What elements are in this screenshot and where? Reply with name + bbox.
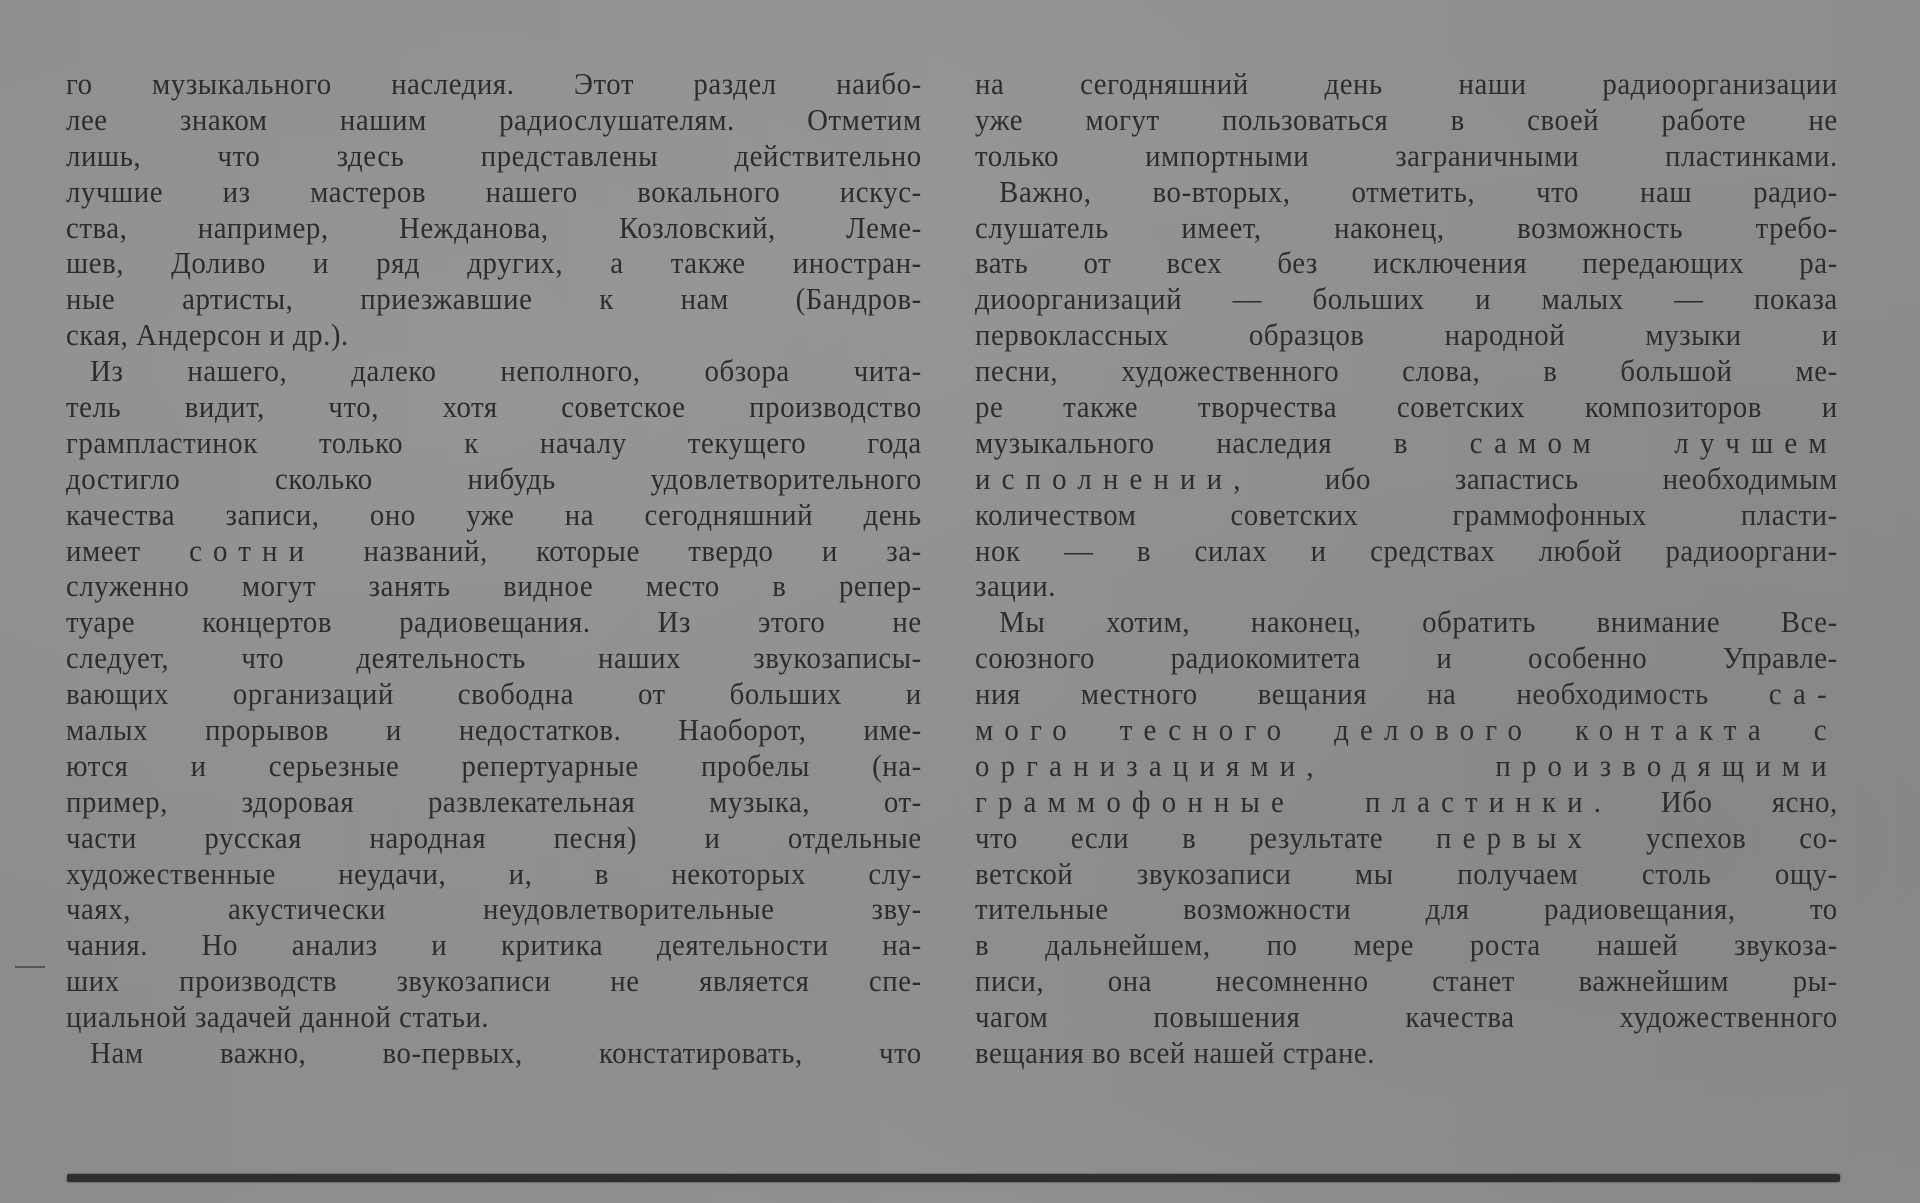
spaced-emphasis-text: мого тесного делового контакта с (975, 712, 1838, 748)
text-line: слушатель имеет, наконец, возможность требо- (975, 209, 1838, 245)
text-line: вещания во всей нашей стране. (975, 1035, 1376, 1071)
left-text-column (66, 66, 922, 1071)
spaced-emphasis-text: исполнении (975, 460, 1234, 496)
spaced-emphasis-text: сотни (189, 532, 316, 568)
text-line: ре также творчества советских композиторов и (975, 389, 1838, 425)
text-line: тель видит, что, хотя советское производство (66, 389, 922, 425)
text-line: художественные неудачи, и, в некоторых слу- (66, 855, 922, 891)
text-segment: музыкального наследия в (975, 424, 1470, 460)
text-line: малых прорывов и недостатков. Наоборот, име- (66, 712, 922, 748)
paragraph-start-line: Нам важно, во-первых, констатировать, что (90, 1035, 922, 1071)
margin-mark (15, 966, 45, 968)
text-line: достигло сколько нибудь удовлетворительного (66, 460, 922, 496)
text-segment: названий, которые твердо и за- (315, 532, 922, 568)
text-line: шев, Доливо и ряд других, а также иностран- (66, 245, 922, 281)
text-line: ства, например, Нежданова, Козловский, Леме- (66, 209, 922, 245)
text-line: служенно могут занять видное место в репер- (66, 568, 922, 604)
text-segment: успехов со- (1593, 819, 1838, 855)
text-line: количеством советских граммофонных пласти- (975, 496, 1838, 532)
text-line (975, 425, 1838, 461)
text-line: вающих организаций свободна от больших и (66, 676, 922, 712)
text-line (975, 784, 1838, 820)
text-segment: . Ибо ясно, (1593, 783, 1838, 819)
text-line: на сегодняшний день наши радиоорганизации (975, 66, 1838, 101)
text-line: пример, здоровая развлекательная музыка, от- (66, 783, 922, 819)
text-line (975, 712, 1838, 748)
text-segment: ния местного вещания на необходимость (975, 676, 1769, 712)
text-line (975, 820, 1838, 856)
text-segment: , ибо запастись необходимым (1233, 460, 1838, 496)
text-line: вать от всех без исключения передающих ра- (975, 245, 1838, 281)
text-line (975, 461, 1838, 497)
spaced-emphasis-text: са- (1768, 676, 1838, 712)
text-line: только импортными заграничными пластинками. (975, 137, 1838, 173)
text-line: качества записи, оно уже на сегодняшний день (66, 496, 922, 532)
bottom-rule-divider (67, 1174, 1840, 1182)
text-segment: что если в результате (975, 819, 1437, 855)
text-line: следует, что деятельность наших звукозаписы- (66, 640, 922, 676)
text-line: диоорганизаций — больших и малых — показа (975, 281, 1838, 317)
text-line: писи, она несомненно станет важнейшим ры- (975, 963, 1838, 999)
paragraph-start-line: Из нашего, далеко неполного, обзора чита- (90, 353, 922, 389)
text-line: ные артисты, приезжавшие к нам (Бандров- (66, 281, 922, 317)
text-line: лучшие из мастеров нашего вокального искус- (66, 173, 922, 209)
text-line: грампластинок только к началу текущего года (66, 424, 922, 460)
text-line: уже могут пользоваться в своей работе не (975, 101, 1838, 137)
text-line: чаях, акустически неудовлетворительные зву- (66, 891, 922, 927)
spaced-emphasis-text: организациями, производящими (975, 747, 1838, 783)
text-line: тительные возможности для радиовещания, то (975, 891, 1838, 927)
text-line: чания. Но анализ и критика деятельности на- (66, 927, 922, 963)
text-line: ская, Андерсон и др.). (66, 317, 349, 353)
text-line (975, 748, 1838, 784)
text-line: зации. (975, 568, 1057, 604)
paragraph-start-line: Мы хотим, наконец, обратить внимание Все- (999, 604, 1838, 640)
text-line: части русская народная песня) и отдельные (66, 819, 922, 855)
text-line (66, 533, 922, 569)
text-line: песни, художественного слова, в большой ме- (975, 353, 1838, 389)
right-text-column (975, 66, 1838, 1071)
text-segment: имеет (66, 532, 190, 568)
text-line: чагом повышения качества художественного (975, 999, 1838, 1035)
text-line (975, 676, 1838, 712)
text-line: циальной задачей данной статьи. (66, 999, 490, 1035)
spaced-emphasis-text: самом лучшем (1469, 424, 1838, 460)
text-line: союзного радиокомитета и особенно Управле- (975, 640, 1838, 676)
text-line: ших производств звукозаписи не является спе- (66, 963, 922, 999)
text-line: нок — в силах и средствах любой радиооргани- (975, 532, 1838, 568)
spaced-emphasis-text: граммофонные пластинки (975, 783, 1594, 819)
text-line: го музыкального наследия. Этот раздел наибо- (66, 66, 922, 101)
text-line: в дальнейшем, по мере роста нашей звукоза- (975, 927, 1838, 963)
text-line: лишь, что здесь представлены действительно (66, 137, 922, 173)
text-line: лее знаком нашим радиослушателям. Отметим (66, 101, 922, 137)
text-line: ветской звукозаписи мы получаем столь ощу- (975, 855, 1838, 891)
text-line: туаре концертов радиовещания. Из этого не (66, 604, 922, 640)
paragraph-start-line: Важно, во-вторых, отметить, что наш радио- (999, 173, 1838, 209)
text-line: первоклассных образцов народной музыки и (975, 317, 1838, 353)
spaced-emphasis-text: первых (1436, 819, 1594, 855)
text-line: ются и серьезные репертуарные пробелы (на- (66, 747, 922, 783)
